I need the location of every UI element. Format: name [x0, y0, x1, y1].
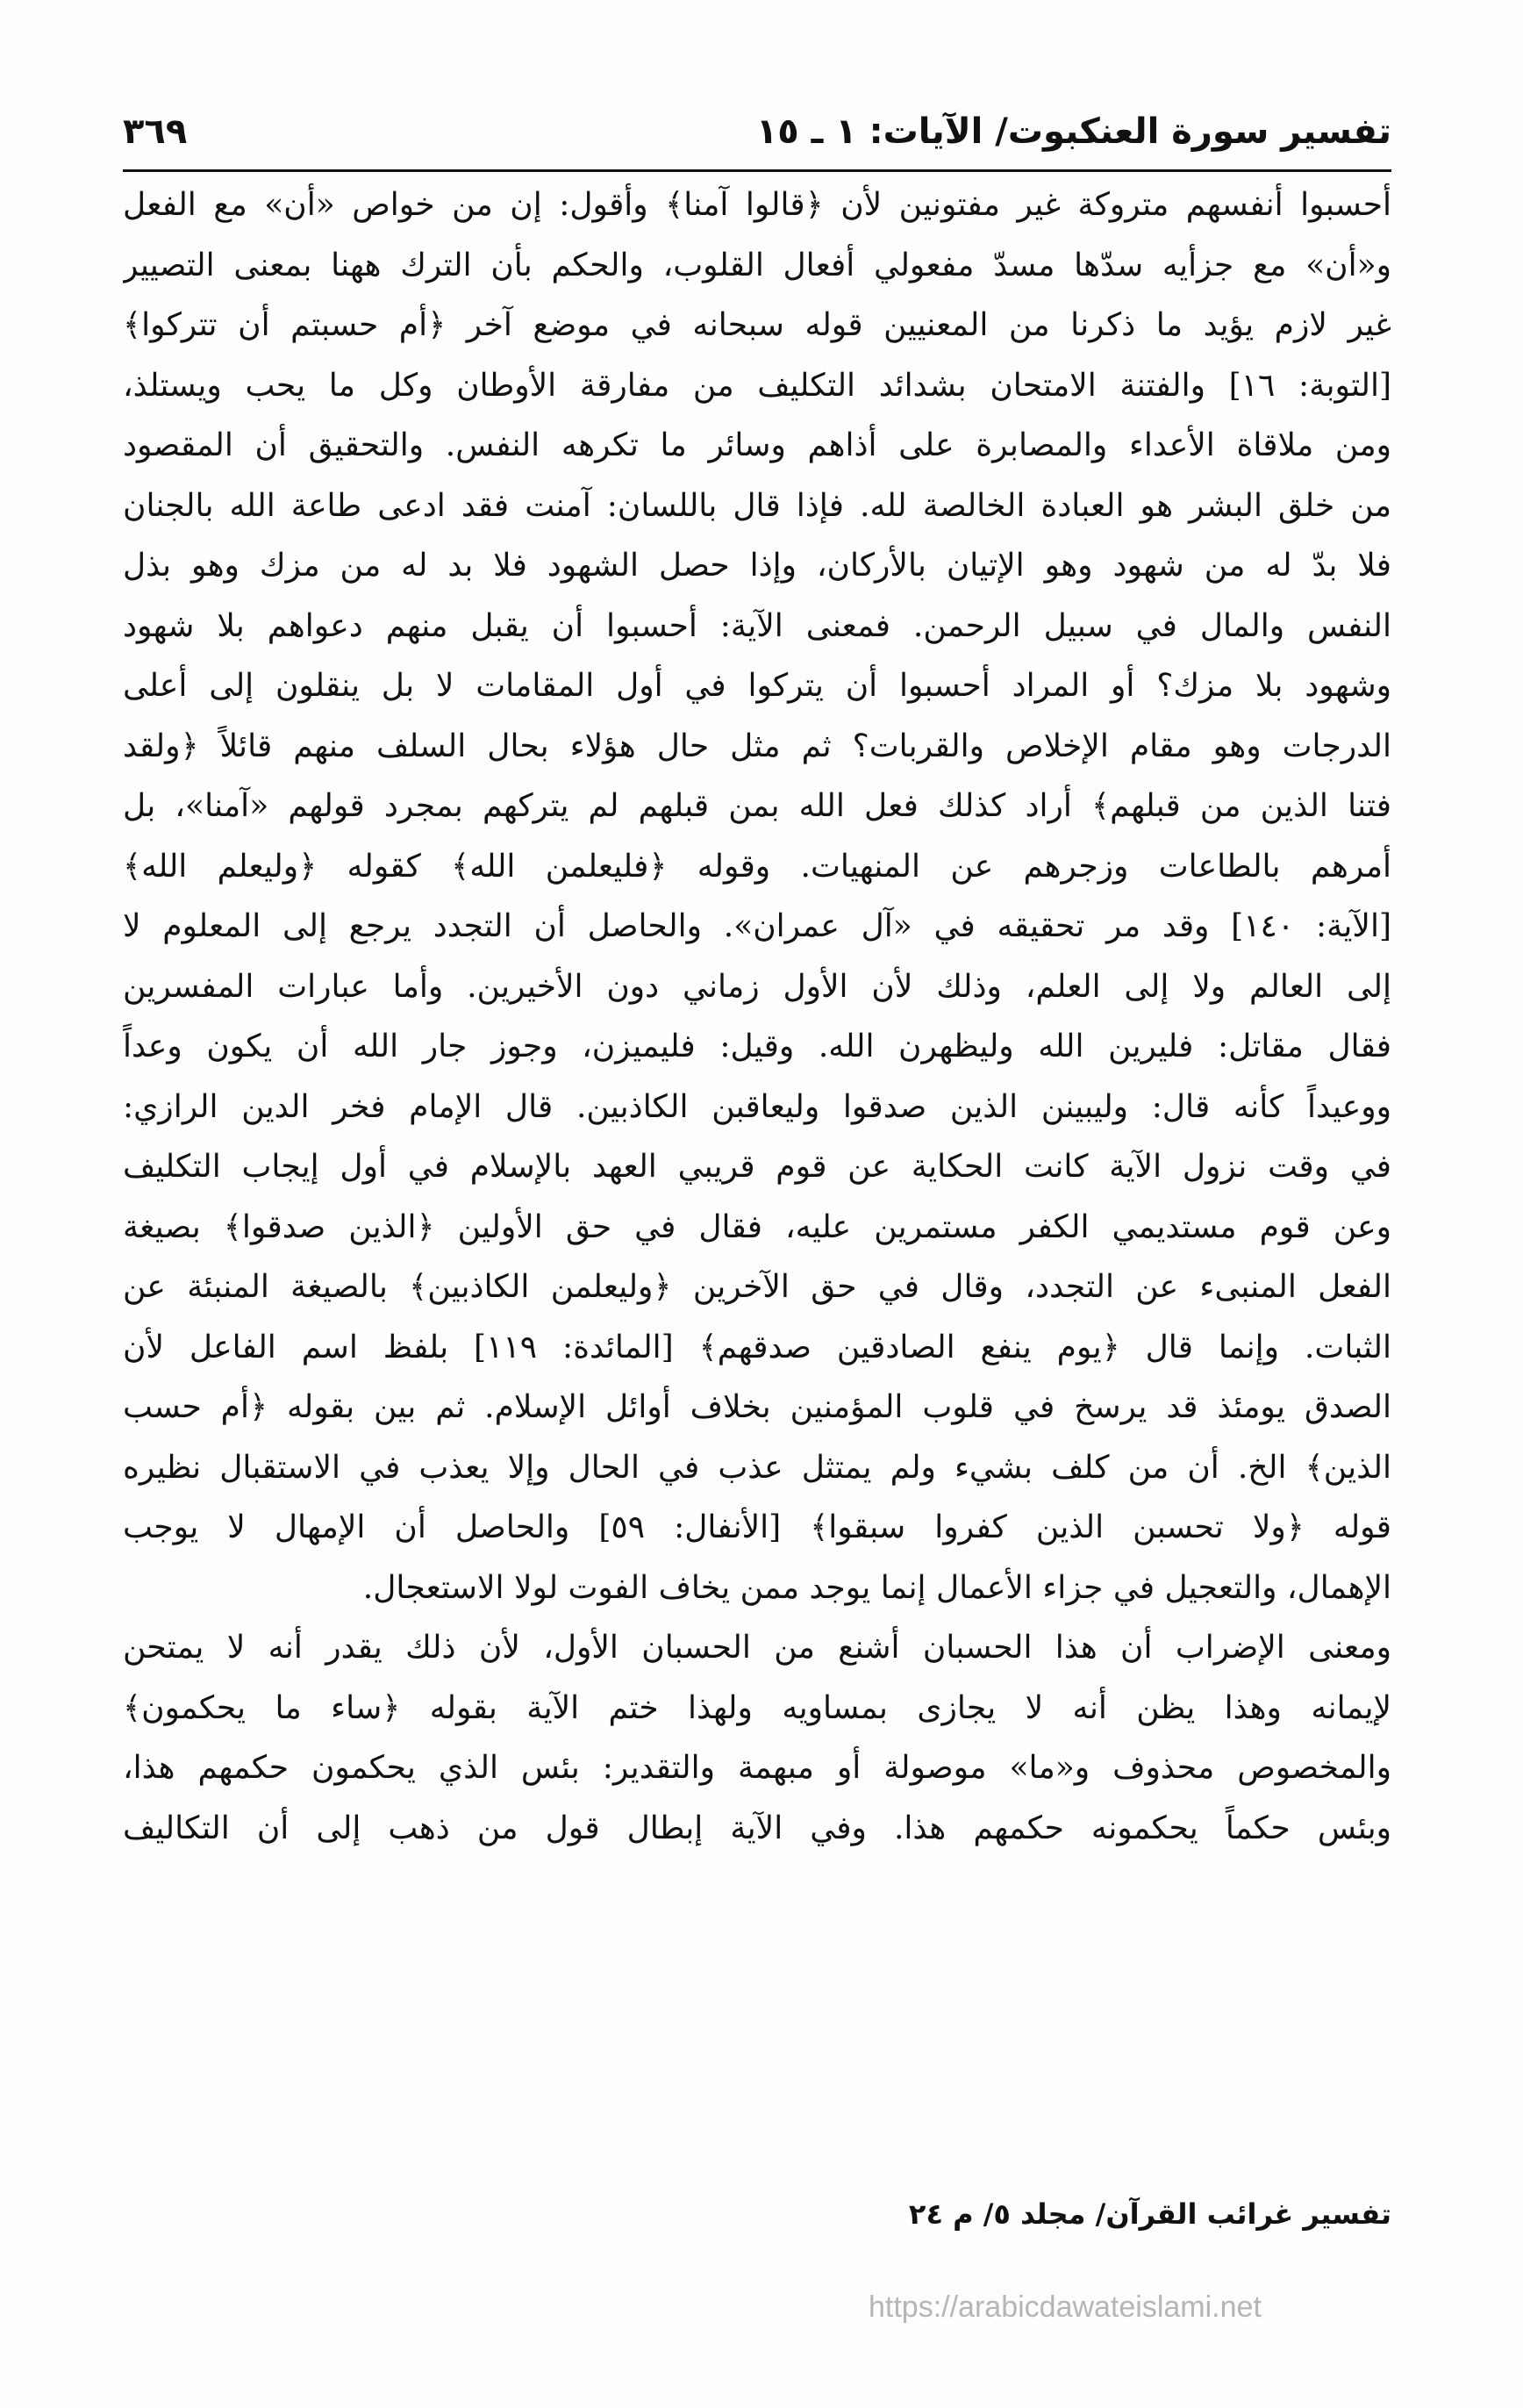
- page-number: ٣٦٩: [123, 111, 188, 152]
- text-line: الفعل المنبىء عن التجدد، وقال في حق الآخرين ﴿وليعلمن الكاذبين﴾ بالصيغة المنبئة عن: [123, 1269, 1391, 1305]
- text-line: والمخصوص محذوف و«ما» موصولة أو مبهمة والتقدير: بئس الذي يحكمون حكمهم هذا،: [123, 1750, 1391, 1786]
- text-line: ومعنى الإضراب أن هذا الحسبان أشنع من الحسبان الأول، لأن ذلك يقدر أنه لا يمتحن: [123, 1630, 1391, 1666]
- text-line: فتنا الذين من قبلهم﴾ أراد كذلك فعل الله بمن قبلهم لم يتركهم بمجرد قولهم «آمنا»، بل: [123, 788, 1391, 824]
- text-line: [التوبة: ١٦] والفتنة الامتحان بشدائد التكليف من مفارقة الأوطان وكل ما يحب ويستلذ،: [123, 367, 1391, 404]
- text-line: فقال مقاتل: فليرين الله وليظهرن الله. وقيل: فليميزن، وجوز جار الله أن يكون وعداً: [123, 1028, 1391, 1064]
- text-line: الصدق يومئذ قد يرسخ في قلوب المؤمنين بخلاف أوائل الإسلام. ثم بين بقوله ﴿أم حسب: [123, 1389, 1391, 1425]
- text-line: ومن ملاقاة الأعداء والمصابرة على أذاهم وسائر ما تكرهه النفس. والتحقيق أن المقصود: [123, 427, 1391, 463]
- text-line: [الآية: ١٤٠] وقد مر تحقيقه في «آل عمران». والحاصل أن التجدد يرجع إلى المعلوم لا: [123, 908, 1391, 944]
- text-line: النفس والمال في سبيل الرحمن. فمعنى الآية: أحسبوا أن يقبل منهم دعواهم بلا شهود: [123, 607, 1391, 644]
- text-line: و«أن» مع جزأيه سدّها مسدّ مفعولي أفعال القلوب، والحكم بأن الترك ههنا بمعنى التصيير: [123, 247, 1391, 283]
- text-line: قوله ﴿ولا تحسبن الذين كفروا سبقوا﴾ [الأنفال: ٥٩] والحاصل أن الإمهال لا يوجب: [123, 1509, 1391, 1545]
- text-line: وبئس حكماً يحكمونه حكمهم هذا. وفي الآية إبطال قول من ذهب إلى أن التكاليف: [123, 1810, 1391, 1846]
- text-line: أحسبوا أنفسهم متروكة غير مفتونين لأن ﴿قالوا آمنا﴾ وأقول: إن من خواص «أن» مع الفعل: [123, 187, 1391, 223]
- text-line: وشهود بلا مزك؟ أو المراد أحسبوا أن يتركوا في أول المقامات لا بل ينقلون إلى أعلى: [123, 668, 1391, 704]
- text-line: ووعيداً كأنه قال: وليبينن الذين صدقوا وليعاقبن الكاذبين. قال الإمام فخر الدين الرازي:: [123, 1088, 1391, 1125]
- footer-signature: تفسير غرائب القرآن/ مجلد ٥/ م ٢٤: [908, 2197, 1391, 2231]
- text-line: لإيمانه وهذا يظن أنه لا يجازى بمساويه ولهذا ختم الآية بقوله ﴿ساء ما يحكمون﴾: [123, 1689, 1391, 1726]
- text-line: في وقت نزول الآية كانت الحكاية عن قوم قريبي العهد بالإسلام في أول إيجاب التكليف: [123, 1149, 1391, 1185]
- header-title: تفسير سورة العنكبوت/ الآيات: ١ ـ ١٥: [755, 111, 1391, 152]
- text-line: فلا بدّ له من شهود وهو الإتيان بالأركان، وإذا حصل الشهود فلا بد له من مزك وهو بذل: [123, 548, 1391, 584]
- main-text: [123, 176, 1391, 2211]
- text-line: الإهمال، والتعجيل في جزاء الأعمال إنما يوجد ممن يخاف الفوت لولا الاستعجال.: [362, 1569, 1391, 1606]
- text-line: الدرجات وهو مقام الإخلاص والقربات؟ ثم مثل حال هؤلاء بحال السلف منهم قائلاً ﴿ولقد: [123, 727, 1391, 764]
- text-line: إلى العالم ولا إلى العلم، وذلك لأن الأول زماني دون الأخيرين. وأما عبارات المفسرين: [123, 968, 1391, 1005]
- text-line: من خلق البشر هو العبادة الخالصة لله. فإذا قال باللسان: آمنت فقد ادعى طاعة الله بالجنان: [123, 487, 1391, 524]
- running-header: [123, 105, 1391, 167]
- text-line: وعن قوم مستديمي الكفر مستمرين عليه، فقال في حق الأولين ﴿الذين صدقوا﴾ بصيغة: [123, 1208, 1391, 1245]
- text-line: الذين﴾ الخ. أن من كلف بشيء ولم يمتثل عذب في الحال وإلا يعذب في الاستقبال نظيره: [123, 1449, 1391, 1486]
- text-line: الثبات. وإنما قال ﴿يوم ينفع الصادقين صدقهم﴾ [المائدة: ١١٩] بلفظ اسم الفاعل لأن: [123, 1329, 1391, 1365]
- text-line: أمرهم بالطاعات وزجرهم عن المنهيات. وقوله ﴿فليعلمن الله﴾ كقوله ﴿وليعلم الله﴾: [123, 848, 1391, 885]
- header-divider: [123, 169, 1391, 172]
- watermark-url: https://arabicdawateislami.net: [869, 2290, 1262, 2324]
- text-line: غير لازم يؤيد ما ذكرنا من المعنيين قوله سبحانه في موضع آخر ﴿أم حسبتم أن تتركوا﴾: [123, 307, 1391, 343]
